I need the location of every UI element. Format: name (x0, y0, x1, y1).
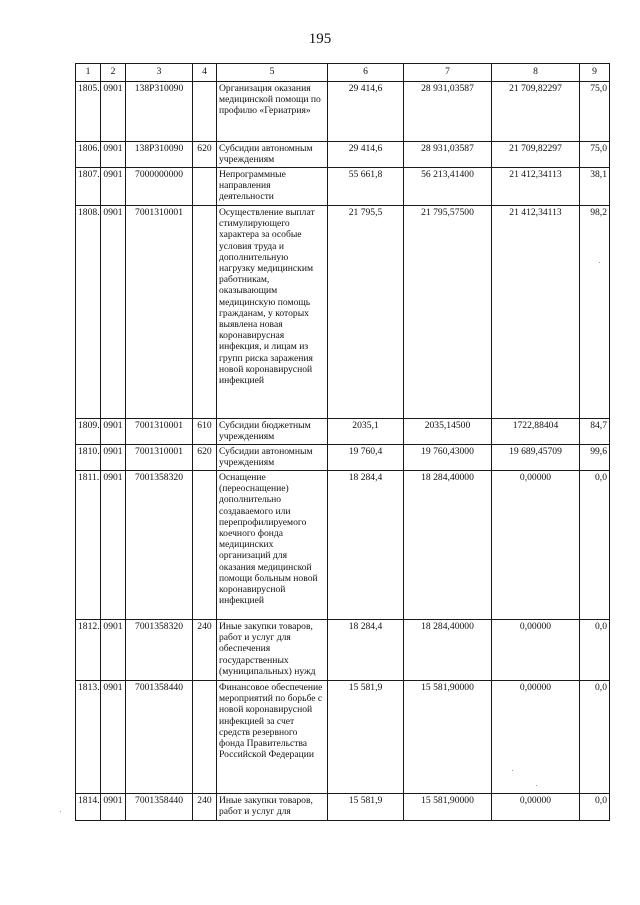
row-number: 1807. (76, 168, 101, 206)
execution-percent: 75,0 (580, 142, 610, 168)
target-article: 7001358440 (126, 681, 193, 794)
approved-amount: 15 581,9 (328, 681, 404, 794)
row-number: 1806. (76, 142, 101, 168)
header-cell: 7 (404, 64, 492, 82)
table-row (76, 620, 610, 681)
executed-amount: 0,00000 (492, 471, 580, 620)
page-number: 195 (308, 31, 332, 47)
header-cell: 8 (492, 64, 580, 82)
executed-amount: 0,00000 (492, 620, 580, 681)
item-name: Организация оказания медицинской помощи по профилю «Гериатрия» (217, 82, 328, 142)
approved-amount: 18 284,4 (328, 471, 404, 620)
execution-percent: 98,2 (580, 206, 610, 419)
target-article: 7001310001 (126, 445, 193, 471)
item-name: Иные закупки товаров, работ и услуг для (217, 794, 328, 821)
table-row (76, 142, 610, 168)
scan-speck (60, 811, 61, 812)
table-row (76, 445, 610, 471)
section-code: 0901 (101, 206, 126, 419)
target-article: 7001358320 (126, 620, 193, 681)
item-name: Оснащение (переоснащение) дополнительно создаваемого или перепрофилируемого коечного фонда медицинских организаций для оказания медицинской помощи больным новой коронавирусной инфекцией (217, 471, 328, 620)
row-number: 1809. (76, 419, 101, 445)
header-cell: 1 (76, 64, 101, 82)
execution-percent: 0,0 (580, 681, 610, 794)
execution-percent: 0,0 (580, 794, 610, 821)
scan-speck (536, 785, 537, 786)
executed-amount: 21 709,82297 (492, 142, 580, 168)
header-cell: 4 (193, 64, 217, 82)
row-number: 1810. (76, 445, 101, 471)
row-number: 1812. (76, 620, 101, 681)
approved-amount: 15 581,9 (328, 794, 404, 821)
executed-amount: 0,00000 (492, 681, 580, 794)
header-row (76, 64, 610, 82)
scan-speck (599, 262, 600, 263)
execution-percent: 84,7 (580, 419, 610, 445)
target-article: 7000000000 (126, 168, 193, 206)
expense-type: 240 (193, 794, 217, 821)
approved-amount: 2035,1 (328, 419, 404, 445)
expense-type: 620 (193, 445, 217, 471)
approved-amount: 21 795,5 (328, 206, 404, 419)
table-row (76, 794, 610, 821)
header-cell: 3 (126, 64, 193, 82)
approved-amount: 19 760,4 (328, 445, 404, 471)
item-name: Непрограммные направления деятельности (217, 168, 328, 206)
item-name: Иные закупки товаров, работ и услуг для обеспечения государственных (муниципальных) нужд (217, 620, 328, 681)
executed-amount: 0,00000 (492, 794, 580, 821)
row-number: 1814. (76, 794, 101, 821)
item-name: Субсидии автономным учреждениям (217, 445, 328, 471)
approved-amount: 29 414,6 (328, 82, 404, 142)
header-cell: 5 (217, 64, 328, 82)
refined-amount: 28 931,03587 (404, 142, 492, 168)
refined-amount: 15 581,90000 (404, 681, 492, 794)
expense-type: 240 (193, 620, 217, 681)
expense-type (193, 168, 217, 206)
row-number: 1813. (76, 681, 101, 794)
target-article: 138P310090 (126, 142, 193, 168)
refined-amount: 18 284,40000 (404, 471, 492, 620)
table-row (76, 206, 610, 419)
executed-amount: 21 709,82297 (492, 82, 580, 142)
refined-amount: 28 931,03587 (404, 82, 492, 142)
section-code: 0901 (101, 681, 126, 794)
section-code: 0901 (101, 471, 126, 620)
table-row (76, 471, 610, 620)
table-row (76, 82, 610, 142)
executed-amount: 1722,88404 (492, 419, 580, 445)
approved-amount: 18 284,4 (328, 620, 404, 681)
executed-amount: 19 689,45709 (492, 445, 580, 471)
table-row (76, 681, 610, 794)
approved-amount: 55 661,8 (328, 168, 404, 206)
target-article: 7001358440 (126, 794, 193, 821)
section-code: 0901 (101, 419, 126, 445)
section-code: 0901 (101, 82, 126, 142)
refined-amount: 18 284,40000 (404, 620, 492, 681)
execution-percent: 0,0 (580, 620, 610, 681)
item-name: Финансовое обеспечение мероприятий по борьбе с новой коронавирусной инфекцией за счет средств резервного фонда Правительства Российской Федерации (217, 681, 328, 794)
section-code: 0901 (101, 142, 126, 168)
execution-percent: 99,6 (580, 445, 610, 471)
expense-type (193, 471, 217, 620)
refined-amount: 15 581,90000 (404, 794, 492, 821)
target-article: 7001310001 (126, 206, 193, 419)
expense-type: 610 (193, 419, 217, 445)
approved-amount: 29 414,6 (328, 142, 404, 168)
row-number: 1811. (76, 471, 101, 620)
section-code: 0901 (101, 620, 126, 681)
target-article: 7001310001 (126, 419, 193, 445)
executed-amount: 21 412,34113 (492, 168, 580, 206)
header-cell: 2 (101, 64, 126, 82)
budget-table (75, 63, 610, 821)
execution-percent: 75,0 (580, 82, 610, 142)
target-article: 7001358320 (126, 471, 193, 620)
section-code: 0901 (101, 794, 126, 821)
expense-type (193, 206, 217, 419)
table-row (76, 419, 610, 445)
item-name: Субсидии автономным учреждениям (217, 142, 328, 168)
scan-speck (512, 770, 513, 771)
expense-type: 620 (193, 142, 217, 168)
expense-type (193, 681, 217, 794)
item-name: Осуществление выплат стимулирующего характера за особые условия труда и дополнительную нагрузку медицинским работникам, оказывающим медицинскую помощь гражданам, у которых выявлена новая коронавирусная инфекция, и лицам из групп риска заражения новой коронавирусной инфекцией (217, 206, 328, 419)
refined-amount: 56 213,41400 (404, 168, 492, 206)
execution-percent: 38,1 (580, 168, 610, 206)
section-code: 0901 (101, 445, 126, 471)
execution-percent: 0,0 (580, 471, 610, 620)
section-code: 0901 (101, 168, 126, 206)
executed-amount: 21 412,34113 (492, 206, 580, 419)
row-number: 1805. (76, 82, 101, 142)
item-name: Субсидии бюджетным учреждениям (217, 419, 328, 445)
expense-type (193, 82, 217, 142)
header-cell: 9 (580, 64, 610, 82)
row-number: 1808. (76, 206, 101, 419)
refined-amount: 21 795,57500 (404, 206, 492, 419)
refined-amount: 19 760,43000 (404, 445, 492, 471)
table-row (76, 168, 610, 206)
refined-amount: 2035,14500 (404, 419, 492, 445)
target-article: 138P310090 (126, 82, 193, 142)
header-cell: 6 (328, 64, 404, 82)
